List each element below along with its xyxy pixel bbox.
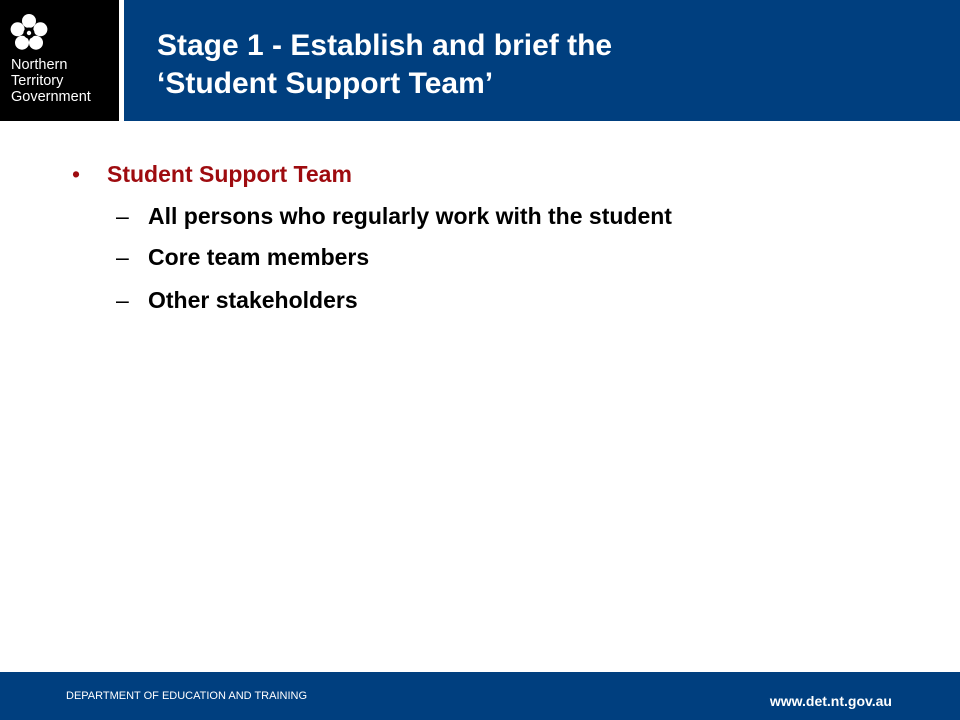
logo-line-1: Northern xyxy=(11,57,68,73)
nt-government-logo xyxy=(0,0,119,121)
department-name: DEPARTMENT OF EDUCATION AND TRAINING xyxy=(66,690,308,702)
bullet-marker: • xyxy=(72,161,81,187)
sub-item: All persons who regularly work with the student xyxy=(148,203,672,229)
sub-item-marker: – xyxy=(116,203,129,229)
sub-item: Other stakeholders xyxy=(148,287,358,313)
logo-divider xyxy=(119,0,124,121)
header-bar xyxy=(0,0,960,121)
slide-title-line-2: ‘Student Support Team’ xyxy=(157,67,494,100)
flower-emblem-icon xyxy=(9,13,49,53)
sub-item-marker: – xyxy=(116,287,129,313)
slide-title-line-1: Stage 1 - Establish and brief the xyxy=(157,29,613,62)
logo-line-3: Government xyxy=(11,89,91,105)
sub-item: Core team members xyxy=(148,244,370,270)
bullet-heading: Student Support Team xyxy=(107,161,352,187)
sub-item-marker: – xyxy=(116,244,129,270)
logo-line-2: Territory xyxy=(11,73,64,89)
slide-title xyxy=(157,27,937,103)
website-link[interactable]: www.det.nt.gov.au xyxy=(769,693,892,709)
footer-bar xyxy=(0,672,960,720)
logo-wordmark xyxy=(11,57,115,105)
